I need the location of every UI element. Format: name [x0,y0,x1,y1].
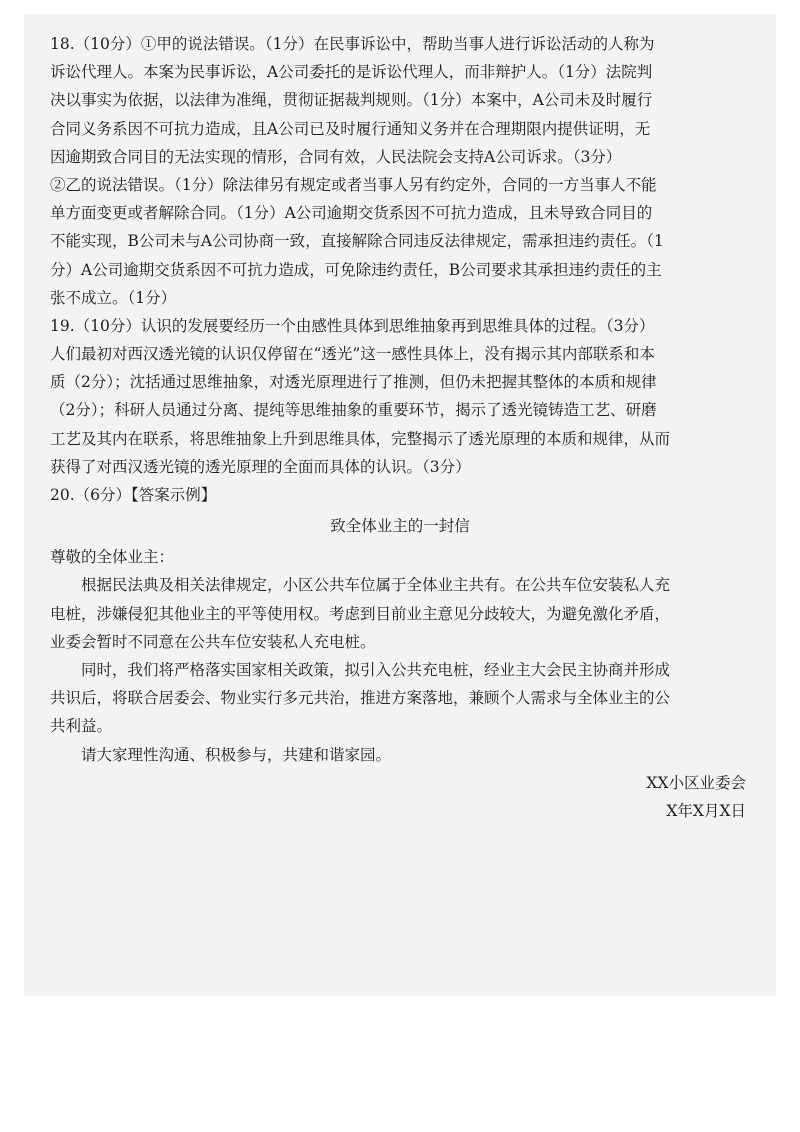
letter-p1-line: 电桩，涉嫌侵犯其他业主的平等使用权。考虑到目前业主意见分歧较大，为避免激化矛盾， [50,604,671,623]
letter-title: 致全体业主的一封信 [330,517,470,536]
q18-answer [50,30,750,312]
answer-sheet [24,14,776,996]
letter-p3-line: 请大家理性沟通、积极参与，共建和谐家园。 [81,745,392,764]
letter-salutation: 尊敬的全体业主： [50,548,175,567]
q19-line: 19.（10分）认识的发展要经历一个由感性具体到思维抽象再到思维具体的过程。（3分） [50,316,655,335]
q18-line: 单方面变更或者解除合同。（1分）A公司逾期交货系因不可抗力造成，且未导致合同目的 [50,204,653,223]
q19-answer [50,312,750,481]
q19-line: 人们最初对西汉透光镜的认识仅停留在“透光”这一感性具体上，没有揭示其内部联系和本 [50,345,655,364]
letter-date: X年X月X日 [666,801,746,820]
letter-p2-line: 同时，我们将严格落实国家相关政策，拟引入公共充电桩，经业主大会民主协商并形成 [81,660,671,679]
letter-p1-line: 根据民法典及相关法律规定，小区公共车位属于全体业主共有。在公共车位安装私人充 [81,576,671,595]
q20-header: 20.（6分）【答案示例】 [50,486,217,504]
q18-line: 因逾期致合同目的无法实现的情形，合同有效，人民法院会支持A公司诉求。（3分） [50,147,622,166]
q18-line: ②乙的说法错误。（1分）除法律另有规定或者当事人另有约定外，合同的一方当事人不能 [50,175,657,194]
q18-line: 不能实现，B公司未与A公司协商一致，直接解除合同违反法律规定，需承担违约责任。（1 [50,232,664,251]
letter-p2-line: 共识后，将联合居委会、物业实行多元共治，推进方案落地，兼顾个人需求与全体业主的公 [50,689,671,708]
letter-p1-line: 业委会暂时不同意在公共车位安装私人充电桩。 [50,632,376,651]
q18-line: 18.（10分）①甲的说法错误。（1分）在民事诉讼中，帮助当事人进行诉讼活动的人称为 [50,35,655,53]
q18-line: 合同义务系因不可抗力造成，且A公司已及时履行通知义务并在合理期限内提供证明，无 [50,119,651,138]
q19-line: 质（2分）；沈括通过思维抽象，对透光原理进行了推测，但仍未把握其整体的本质和规律 [50,373,657,392]
q18-line: 张不成立。（1分） [50,288,177,307]
q19-line: （2分）；科研人员通过分离、提纯等思维抽象的重要环节，揭示了透光镜铸造工艺、研磨 [50,401,657,420]
letter-signer: XX小区业委会 [646,773,746,792]
q18-line: 诉讼代理人。本案为民事诉讼，A公司委托的是诉讼代理人，而非辩护人。（1分）法院判 [50,63,653,82]
q18-line: 决以事实为依据，以法律为准绳，贯彻证据裁判规则。（1分）本案中，A公司未及时履行 [50,91,653,110]
letter-p2-line: 共利益。 [50,717,113,736]
q19-line: 工艺及其内在联系，将思维抽象上升到思维具体，完整揭示了透光原理的本质和规律，从而 [50,429,671,448]
q20-answer [50,481,750,825]
q19-line: 获得了对西汉透光镜的透光原理的全面而具体的认识。（3分） [50,457,471,476]
q18-line: 分）A公司逾期交货系因不可抗力造成，可免除违约责任，B公司要求其承担违约责任的主 [50,260,662,279]
